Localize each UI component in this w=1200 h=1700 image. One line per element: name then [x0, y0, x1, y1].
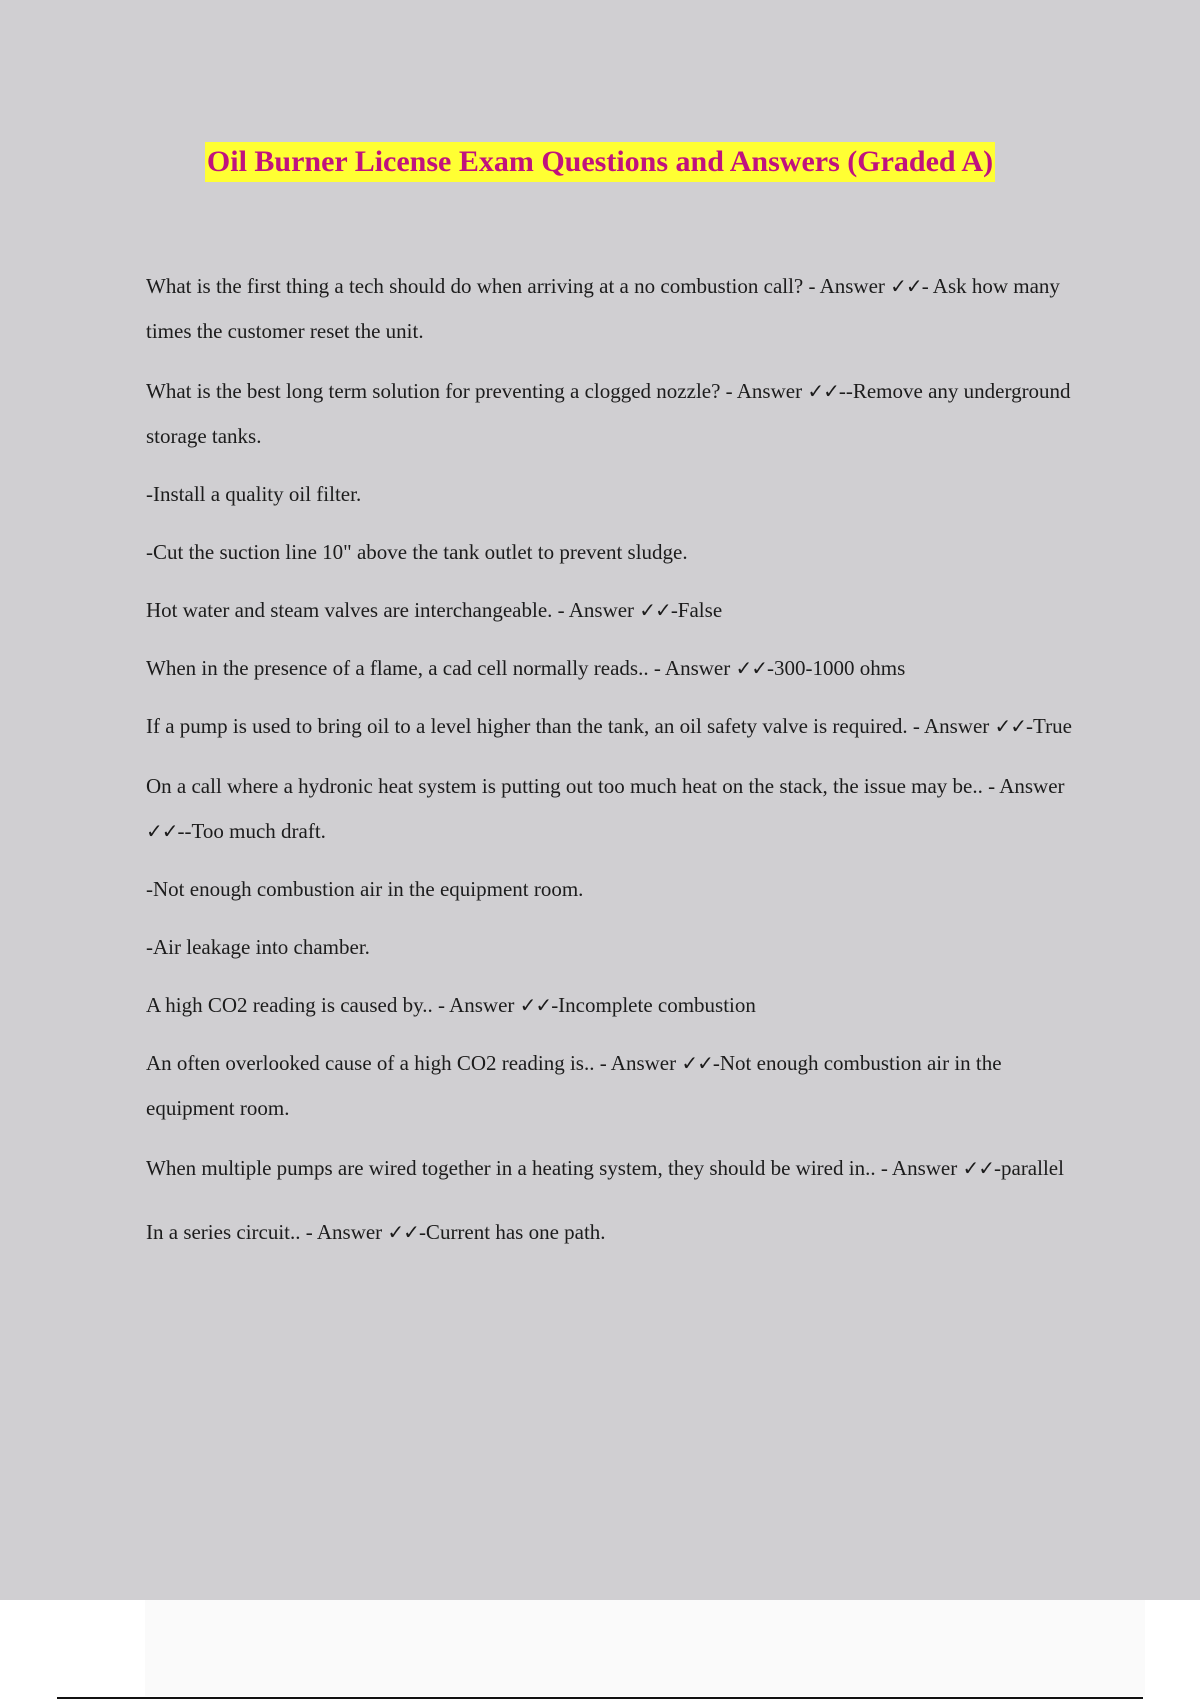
answer-continuation: -Not enough combustion air in the equipment room. — [146, 877, 584, 901]
qa-item — [146, 764, 1090, 854]
check-icon: ✓✓ — [962, 1156, 994, 1180]
answer-text: -Incomplete combustion — [551, 993, 756, 1017]
answer-text: -parallel — [994, 1156, 1064, 1180]
answer-text: -300-1000 ohms — [767, 656, 906, 680]
check-icon: ✓✓ — [146, 819, 178, 843]
question-text: What is the first thing a tech should do when arriving at a no combustion call? - Answer — [146, 274, 891, 298]
title-block — [0, 142, 1200, 182]
question-text: In a series circuit.. - Answer — [146, 1220, 388, 1244]
check-icon: ✓✓ — [519, 993, 552, 1017]
qa-item — [146, 1146, 1090, 1191]
answer-continuation: -Install a quality oil filter. — [146, 482, 362, 506]
check-icon: ✓✓ — [807, 379, 839, 403]
check-icon: ✓✓ — [639, 598, 671, 622]
answer-text: -False — [670, 598, 723, 622]
answer-text: - Ask how many times the customer reset the unit. — [146, 274, 1060, 343]
question-text: A high CO2 reading is caused by.. - Answer — [146, 993, 520, 1017]
question-text: Hot water and steam valves are interchangeable. - Answer — [146, 598, 640, 622]
page-footer — [0, 1600, 1200, 1700]
qa-item — [146, 983, 1090, 1028]
answer-text: -Not enough combustion air in the equipment room. — [146, 1051, 1002, 1120]
answer-continuation: -Air leakage into chamber. — [146, 935, 370, 959]
question-text: When multiple pumps are wired together in a heating system, they should be wired in.. - Answer — [146, 1156, 963, 1180]
check-icon: ✓✓ — [681, 1051, 713, 1075]
check-icon: ✓✓ — [387, 1220, 419, 1244]
qa-item — [146, 1041, 1090, 1131]
question-text: If a pump is used to bring oil to a level higher than the tank, an oil safety valve is required. - Answer — [146, 714, 995, 738]
check-icon: ✓✓ — [890, 274, 922, 298]
answer-text: -Current has one path. — [418, 1220, 606, 1244]
answer-text: --Remove any underground storage tanks. — [146, 379, 1071, 448]
answer-continuation: -Cut the suction line 10" above the tank outlet to prevent sludge. — [146, 540, 688, 564]
qa-item — [146, 646, 1090, 691]
qa-item — [146, 264, 1090, 354]
footer-divider — [57, 1697, 1143, 1699]
qa-item — [146, 369, 1090, 459]
question-text: When in the presence of a flame, a cad cell normally reads.. - Answer — [146, 656, 736, 680]
qa-item — [146, 1210, 1090, 1255]
question-text: An often overlooked cause of a high CO2 reading is.. - Answer — [146, 1051, 682, 1075]
document-title: Oil Burner License Exam Questions and Answers (Graded A) — [205, 142, 995, 182]
qa-item — [146, 588, 1090, 633]
footer-panel — [145, 1600, 1145, 1696]
question-text: What is the best long term solution for preventing a clogged nozzle? - Answer — [146, 379, 808, 403]
question-text: On a call where a hydronic heat system is putting out too much heat on the stack, the issue may be.. - Answer — [146, 774, 1065, 798]
qa-list — [146, 264, 1090, 1255]
qa-item — [146, 704, 1090, 749]
answer-text: -True — [1026, 714, 1072, 738]
check-icon: ✓✓ — [994, 714, 1027, 738]
check-icon: ✓✓ — [735, 656, 768, 680]
answer-text: --Too much draft. — [177, 819, 326, 843]
